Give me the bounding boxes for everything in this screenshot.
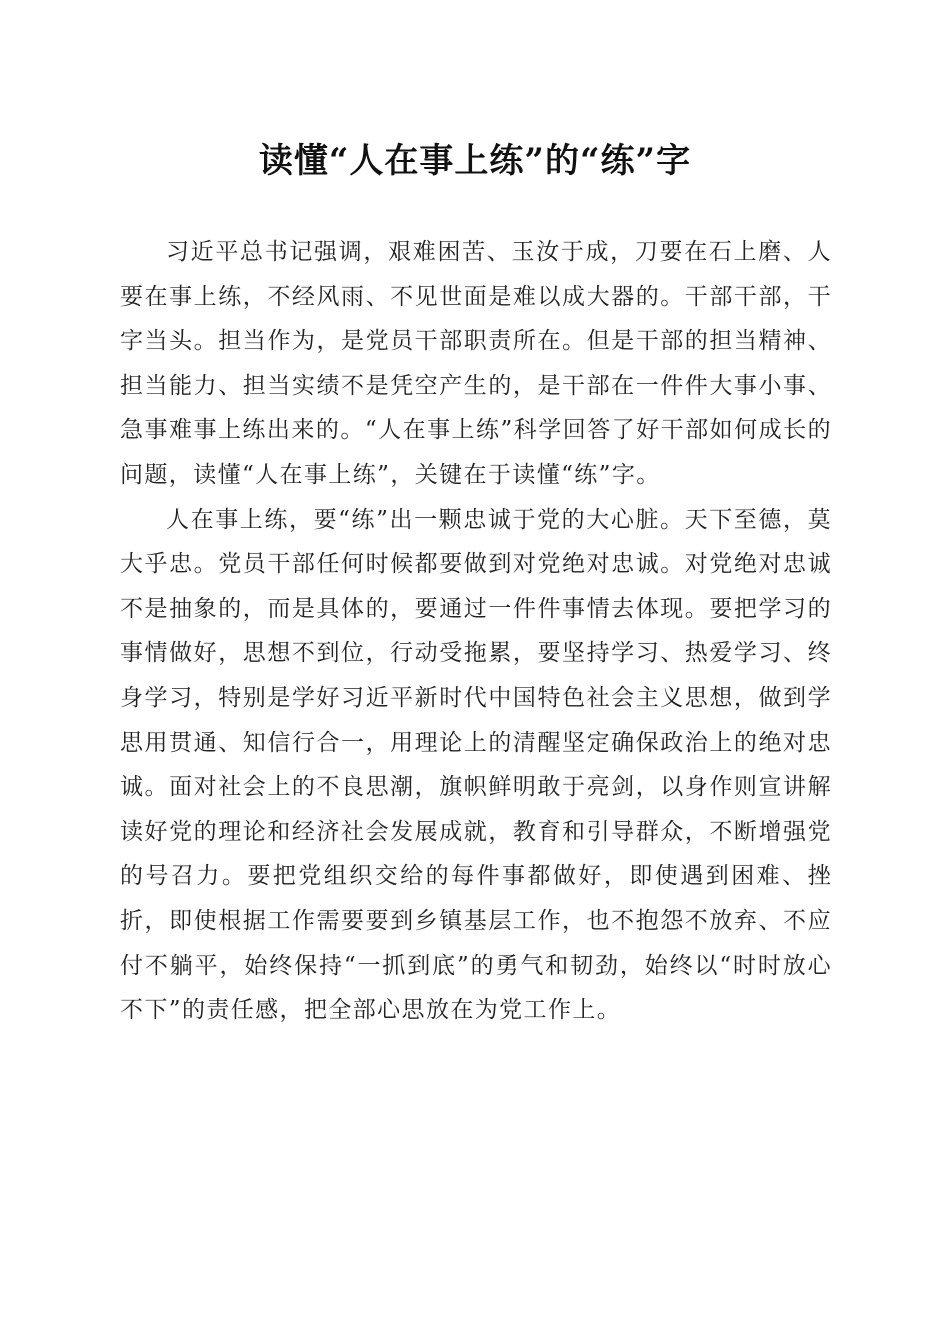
document-body xyxy=(120,230,832,1033)
paragraph-2: 人在事上练，要“练”出一颗忠诚于党的大心脏。天下至德，莫大乎忠。党员干部任何时候都要做到对党绝对忠诚。对党绝对忠诚不是抽象的，而是具体的，要通过一件件事情去体现。要把学习的事情做好，思想不到位，行动受拖累，要坚持学习、热爱学习、终身学习，特别是学好习近平新时代中国特色社会主义思想，做到学思用贯通、知信行合一，用理论上的清醒坚定确保政治上的绝对忠诚。面对社会上的不良思潮，旗帜鲜明敢于亮剑，以身作则宣讲解读好党的理论和经济社会发展成就，教育和引导群众，不断增强党的号召力。要把党组织交给的每件事都做好，即使遇到困难、挫折，即使根据工作需要要到乡镇基层工作，也不抱怨不放弃、不应付不躺平，始终保持“一抓到底”的勇气和韧劲，始终以“时时放心不下”的责任感，把全部心思放在为党工作上。 xyxy=(120,506,832,1024)
document-title: 读懂“人在事上练”的“练”字 xyxy=(258,141,692,181)
paragraph-1: 习近平总书记强调，艰难困苦、玉汝于成，刀要在石上磨、人要在事上练，不经风雨、不见世面是难以成大器的。干部干部，干字当头。担当作为，是党员干部职责所在。但是干部的担当精神、担当能力、担当实绩不是凭空产生的，是干部在一件件大事小事、急事难事上练出来的。“人在事上练”科学回答了好干部如何成长的问题，读懂“人在事上练”，关键在于读懂“练”字。 xyxy=(120,239,832,488)
